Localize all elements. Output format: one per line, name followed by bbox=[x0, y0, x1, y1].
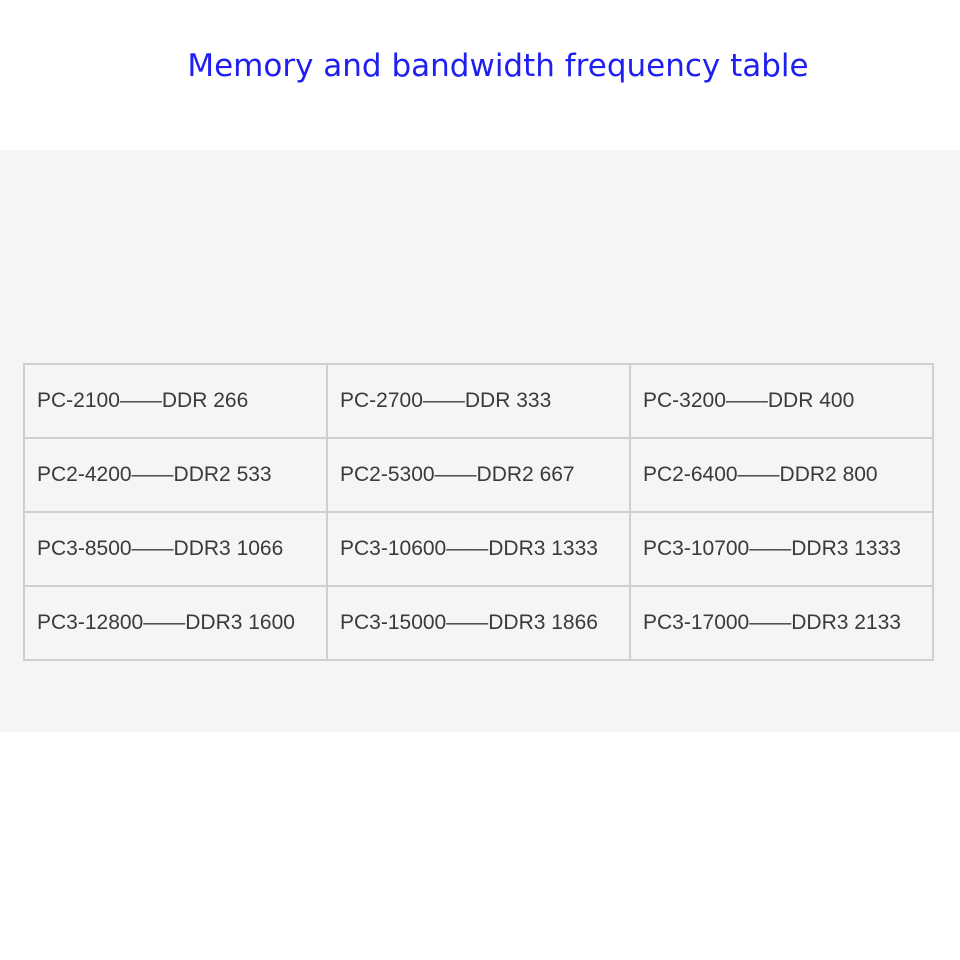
table-row bbox=[24, 512, 933, 586]
table-cell: PC3-12800——DDR3 1600 bbox=[24, 586, 327, 660]
table-cell: PC-3200——DDR 400 bbox=[630, 364, 933, 438]
table-cell: PC3-10700——DDR3 1333 bbox=[630, 512, 933, 586]
table-cell: PC3-8500——DDR3 1066 bbox=[24, 512, 327, 586]
table-cell: PC2-6400——DDR2 800 bbox=[630, 438, 933, 512]
frequency-table bbox=[23, 363, 934, 661]
table-cell: PC-2100——DDR 266 bbox=[24, 364, 327, 438]
table-cell: PC2-4200——DDR2 533 bbox=[24, 438, 327, 512]
table-row bbox=[24, 438, 933, 512]
table-cell: PC3-17000——DDR3 2133 bbox=[630, 586, 933, 660]
table-cell: PC3-15000——DDR3 1866 bbox=[327, 586, 630, 660]
table-cell: PC2-5300——DDR2 667 bbox=[327, 438, 630, 512]
table-row bbox=[24, 364, 933, 438]
table-cell: PC-2700——DDR 333 bbox=[327, 364, 630, 438]
page-title: Memory and bandwidth frequency table bbox=[187, 48, 809, 84]
table-cell: PC3-10600——DDR3 1333 bbox=[327, 512, 630, 586]
table-row bbox=[24, 586, 933, 660]
